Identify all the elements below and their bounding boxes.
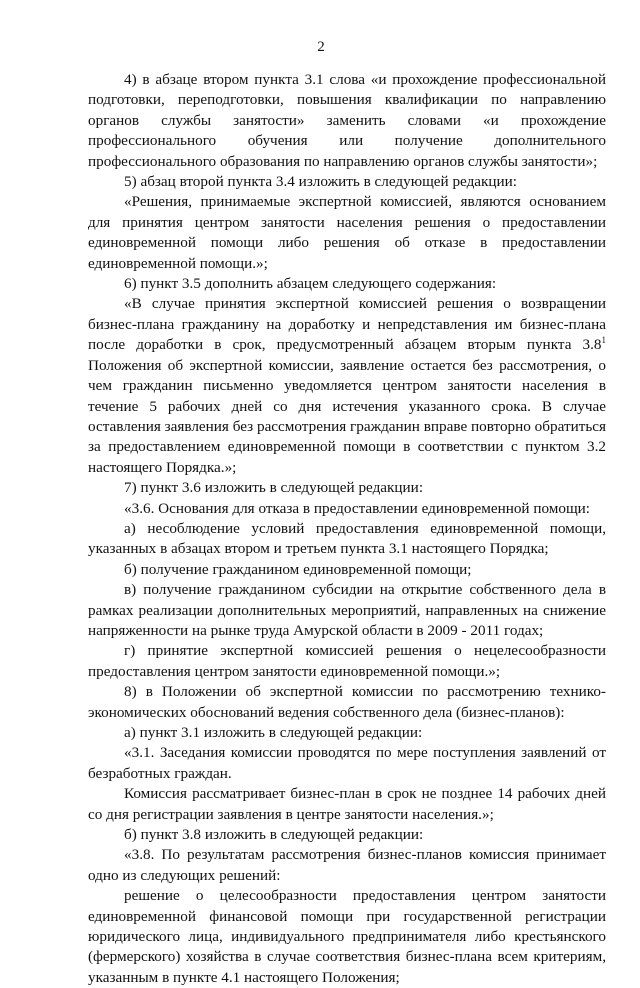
list-item-g: г) принятие экспертной комиссией решения о нецелесообразности предоставления центром занятости единовременной помощи.»; [88, 642, 606, 680]
paragraph-quote-3-6: «3.6. Основания для отказа в предоставлении единовременной помощи: [124, 499, 591, 517]
list-item-a: а) несоблюдение условий предоставления единовременной помощи, указанных в абзацах втором и третьем пункта 3.1 настоящего Порядка; [88, 519, 606, 558]
paragraph-subitem-a: а) пункт 3.1 изложить в следующей редакции: [124, 724, 423, 741]
paragraph-quote-3-1: «3.1. Заседания комиссии проводятся по мере поступления заявлений от безработных граждан. [88, 744, 606, 782]
paragraph-quote-3-5-part-2: Положения об экспертной комиссии, заявление остается без рассмотрения, о чем гражданин письменно уведомляется центром занятости населения в течение 5 рабочих дней со дня истечения указанного срока. В случае оставления заявления без рассмотрения гражданин вправе повторно обратиться за предоставлением единовременной помощи в соответствии с пунктом 3.2 настоящего Порядка.»; [88, 356, 606, 476]
paragraph-amendment-5: 5) абзац второй пункта 3.4 изложить в следующей редакции: [124, 173, 518, 191]
page-number: 2 [317, 39, 325, 55]
footnote-superscript: 1 [601, 335, 606, 346]
paragraph-subitem-b: б) пункт 3.8 изложить в следующей редакции: [124, 826, 424, 844]
list-item-b: б) получение гражданином единовременной помощи; [124, 560, 472, 578]
paragraph-decision-option: решение о целесообразности предоставления центром занятости единовременной финансовой помощи при государственной регистрации юридического лица, индивидуального предпринимателя либо крестьянского (фермерского) хозяйства в случае соответствия бизнес-плана всем критериям, указанным в пункте 4.1 настоящего Положения; [88, 887, 606, 986]
paragraph-amendment-4: 4) в абзаце втором пункта 3.1 слова «и прохождение профессиональной подготовки, переподготовки, повышения квалификации по направлению органов службы занятости» заменить словами «и прохождение профессионального обучения или получение дополнительного профессионального образования по направлению органов службы занятости»; [88, 71, 606, 170]
paragraph-quote-3-5-part-1: «В случае принятия экспертной комиссией решения о возвращении бизнес-плана гражданину на доработку и непредставления им бизнес-плана после доработки в срок, предусмотренный абзацем вторым пункта 3.8 [88, 295, 606, 354]
paragraph-amendment-8: 8) в Положении об экспертной комиссии по рассмотрению технико-экономических обоснований ведения собственного дела (бизнес-планов): [88, 683, 606, 721]
document-body [88, 70, 606, 988]
paragraph-amendment-6: 6) пункт 3.5 дополнить абзацем следующего содержания: [124, 275, 497, 293]
paragraph-commission-deadline: Комиссия рассматривает бизнес-план в срок не позднее 14 рабочих дней со дня регистрации заявления в центре занятости населения.»; [88, 785, 606, 823]
paragraph-quote-3-5 [88, 294, 606, 478]
list-item-v: в) получение гражданином субсидии на открытие собственного дела в рамках реализации дополнительных мероприятий, направленных на снижение напряженности на рынке труда Амурской области в 2009 - 2011 годах; [88, 581, 606, 639]
paragraph-amendment-7: 7) пункт 3.6 изложить в следующей редакции: [124, 479, 424, 497]
paragraph-quote-3-4: «Решения, принимаемые экспертной комиссией, являются основанием для принятия центром занятости населения решения о предоставлении единовременной помощи либо решения об отказе в предоставлении единовременной помощи.»; [88, 193, 606, 272]
paragraph-quote-3-8: «3.8. По результатам рассмотрения бизнес-планов комиссия принимает одно из следующих решений: [88, 846, 606, 884]
